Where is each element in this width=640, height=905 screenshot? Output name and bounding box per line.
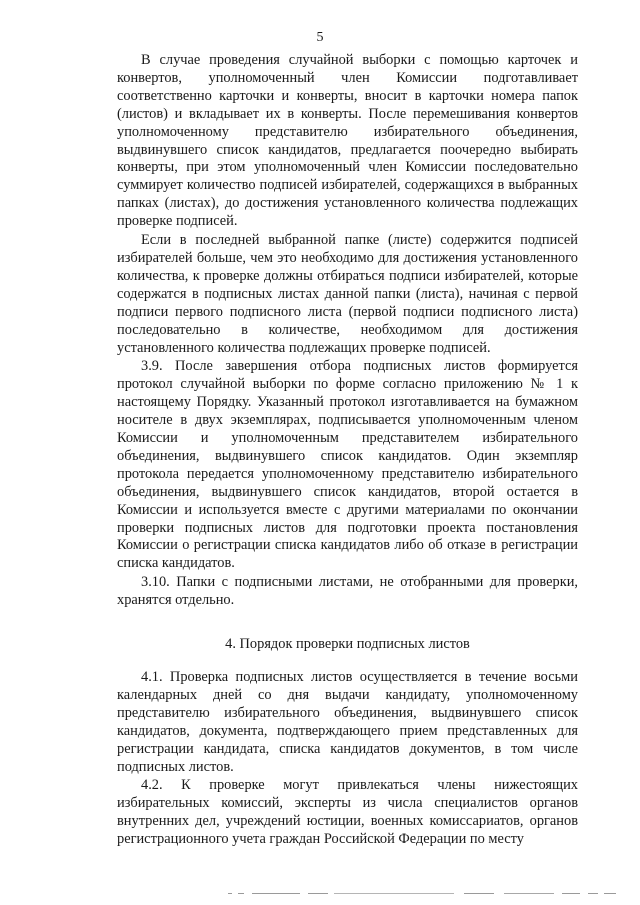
- paragraph-last-folder-signatures: Если в последней выбранной папке (листе) содержится подписей избирателей больше, чем это необходимо для достижения установленного количества, к проверке должны отбираться подписи избирателей, которые содержатся в подписных листах данной папки (листа), начиная с первой подписи первого подписного листа (первой подписи подписного листа) последовательно в количестве, необходимом для достижения установленного количества подлежащих проверке подписей.: [117, 232, 578, 356]
- scan-artifact-line: [228, 891, 616, 897]
- paragraph-4-2-verification-participants: 4.2. К проверке могут привлекаться члены нижестоящих избирательных комиссий, эксперты из числа специалистов органов внутренних дел, учреждений юстиции, военных комиссариатов, органов регистрационного учета граждан Российской Федерации по месту: [117, 777, 578, 848]
- document-body: [117, 52, 578, 849]
- paragraph-4-1-verification-period: 4.1. Проверка подписных листов осуществляется в течение восьми календарных дней со дня выдачи кандидату, уполномоченному представителю избирательного объединения, выдвинувшего список кандидатов, документа, подтверждающего прием представленных для регистрации кандидата, списка кандидатов документов, в том числе подписных листов.: [117, 669, 578, 775]
- paragraph-3-10-unselected-folders: 3.10. Папки с подписными листами, не отобранными для проверки, хранятся отдельно.: [117, 574, 578, 609]
- paragraph-random-sampling-envelopes: В случае проведения случайной выборки с помощью карточек и конвертов, уполномоченный член Комиссии подготавливает соответственно карточки и конверты, вносит в карточки номера папок (листов) и вкладывает их в конверты. После перемешивания конвертов уполномоченному представителю избирательного объединения, выдвинувшего список кандидатов, предлагается поочередно выбирать конверты, при этом уполномоченный член Комиссии последовательно суммирует количество подписей избирателей, содержащихся в выбранных папках (листах), до достижения установленного количества подлежащих проверке подписей.: [117, 52, 578, 230]
- page-number: 5: [316, 30, 324, 45]
- section-heading-4: 4. Порядок проверки подписных листов: [225, 636, 470, 653]
- paragraph-3-9-sampling-protocol: 3.9. После завершения отбора подписных листов формируется протокол случайной выборки по форме согласно приложению № 1 к настоящему Порядку. Указанный протокол изготавливается на бумажном носителе в двух экземплярах, подписывается уполномоченным членом Комиссии и уполномоченным представителем избирательного объединения, выдвинувшего список кандидатов. Один экземпляр протокола передается уполномоченному представителю избирательного объединения, выдвинувшего список кандидатов, второй остается в Комиссии и используется вместе с другими материалами по окончании проверки подписных листов для подготовки проекта постановления Комиссии о регистрации списка кандидатов либо об отказе в регистрации списка кандидатов.: [117, 358, 578, 572]
